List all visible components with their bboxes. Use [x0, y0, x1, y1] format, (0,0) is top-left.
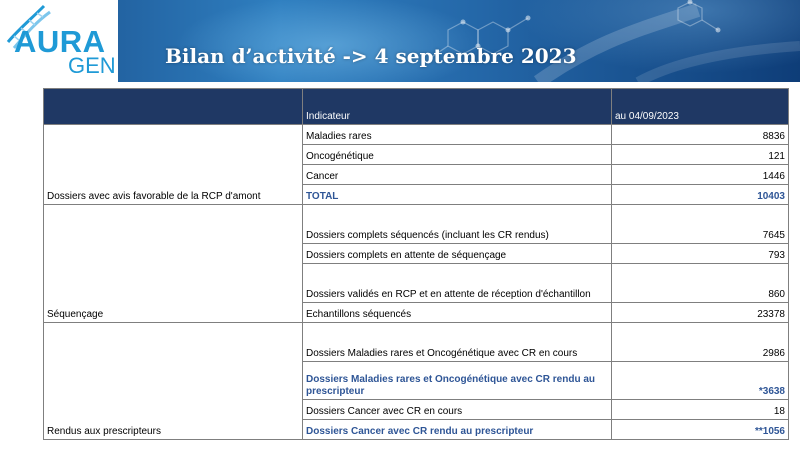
logo-text-aura: AURA: [14, 24, 106, 59]
indicator-cell: Dossiers Cancer avec CR rendu au prescripteur: [303, 420, 612, 440]
indicator-cell: TOTAL: [303, 185, 612, 205]
value-cell: 2986: [612, 323, 789, 362]
value-cell: 793: [612, 244, 789, 264]
indicator-cell: Dossiers complets en attente de séquençage: [303, 244, 612, 264]
value-cell: 1446: [612, 165, 789, 185]
header-banner: [0, 0, 800, 82]
auragen-logo: [0, 0, 118, 82]
column-header-category: [44, 89, 303, 125]
value-cell: 8836: [612, 125, 789, 145]
molecule-background-graphic: [118, 0, 800, 82]
value-cell: 18: [612, 400, 789, 420]
table-header-row: [44, 89, 789, 125]
value-cell: **1056: [612, 420, 789, 440]
table-row: [44, 205, 789, 244]
indicator-cell: Dossiers Maladies rares et Oncogénétique avec CR en cours: [303, 323, 612, 362]
activity-table: [43, 88, 789, 440]
value-cell: 121: [612, 145, 789, 165]
value-cell: 23378: [612, 303, 789, 323]
table-row: [44, 323, 789, 362]
value-cell: *3638: [612, 362, 789, 400]
indicator-cell: Oncogénétique: [303, 145, 612, 165]
group-label-avis-favorable: Dossiers avec avis favorable de la RCP d'amont: [44, 125, 303, 205]
value-cell: 7645: [612, 205, 789, 244]
indicator-cell: Maladies rares: [303, 125, 612, 145]
column-header-indicator: Indicateur: [303, 89, 612, 125]
indicator-cell: Dossiers Maladies rares et Oncogénétique avec CR rendu au prescripteur: [303, 362, 612, 400]
logo-text-gen: GEN: [68, 53, 116, 78]
group-label-rendus: Rendus aux prescripteurs: [44, 323, 303, 440]
group-label-sequencage: Séquençage: [44, 205, 303, 323]
value-cell: 860: [612, 264, 789, 303]
indicator-cell: Dossiers Cancer avec CR en cours: [303, 400, 612, 420]
indicator-cell: Echantillons séquencés: [303, 303, 612, 323]
page-title: Bilan d’activité -> 4 septembre 2023: [165, 44, 577, 68]
column-header-date: au 04/09/2023: [612, 89, 789, 125]
indicator-cell: Cancer: [303, 165, 612, 185]
value-cell: 10403: [612, 185, 789, 205]
table-row: [44, 125, 789, 145]
indicator-cell: Dossiers complets séquencés (incluant les CR rendus): [303, 205, 612, 244]
indicator-cell: Dossiers validés en RCP et en attente de réception d'échantillon: [303, 264, 612, 303]
